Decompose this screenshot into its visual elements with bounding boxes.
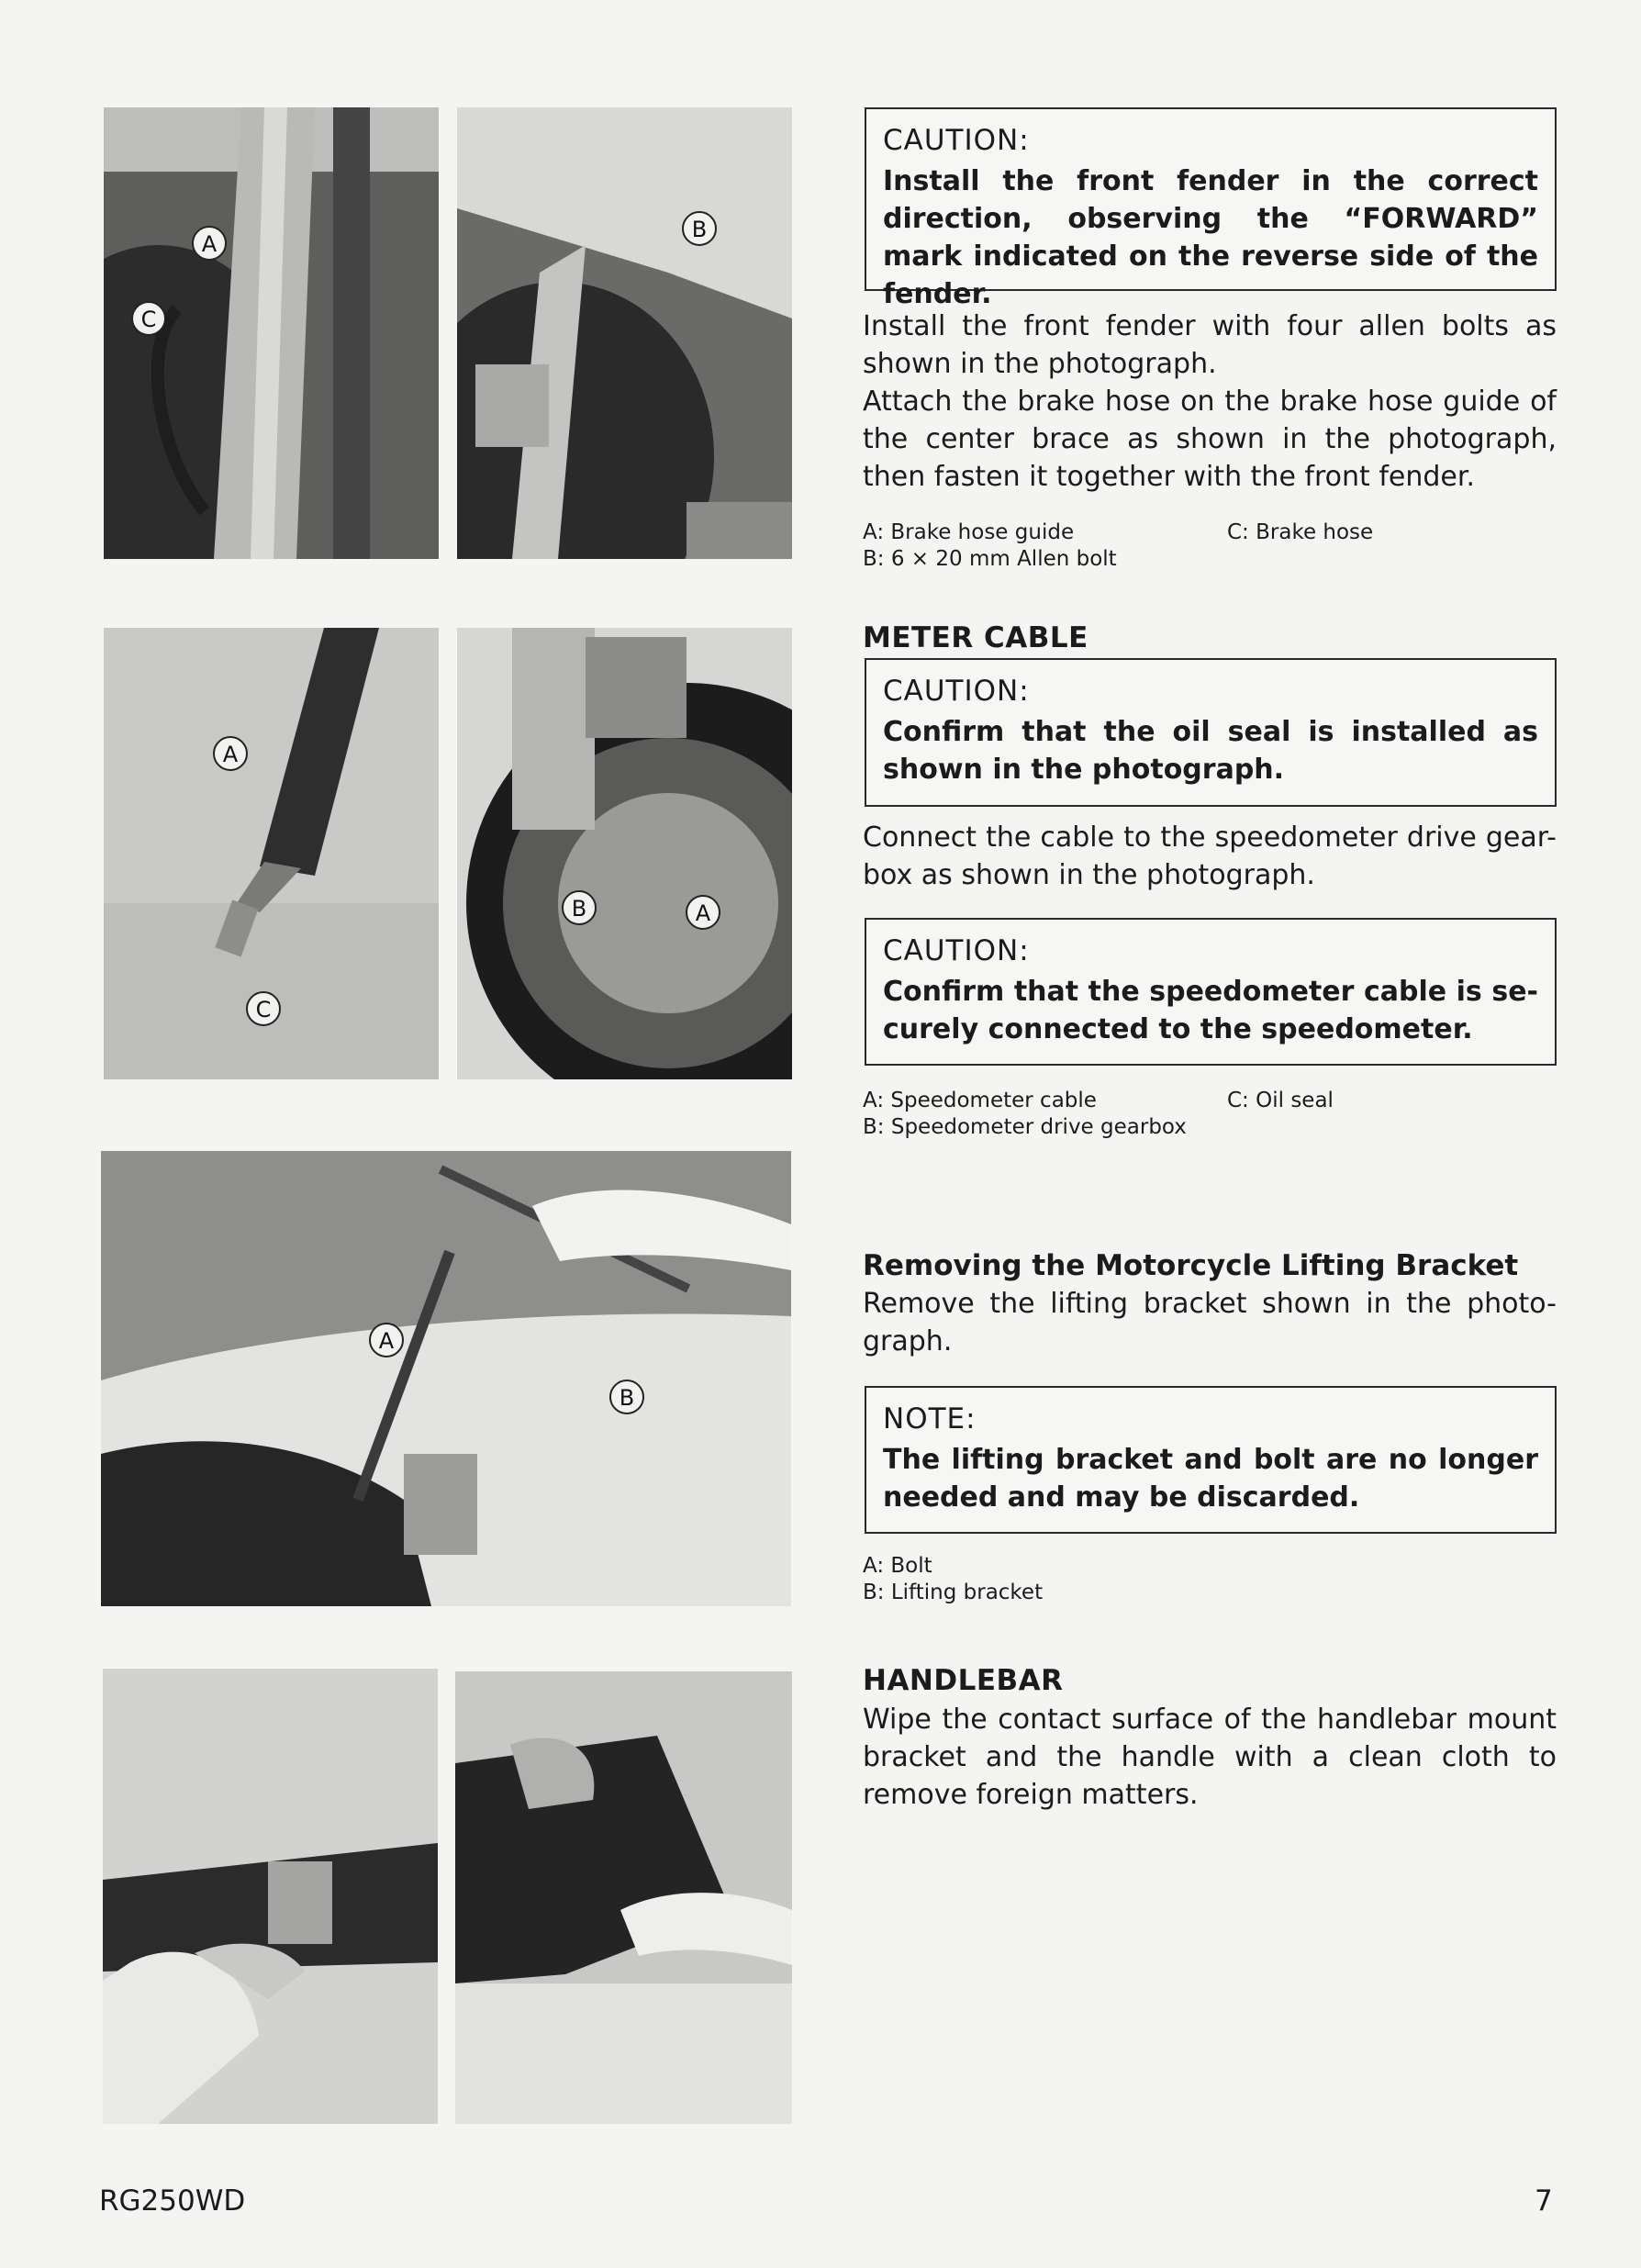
callout-b: B xyxy=(682,211,717,246)
callout-c: C xyxy=(246,991,281,1026)
legend-item-b: B: Speedometer drive gearbox xyxy=(863,1115,1187,1139)
caution-label: CAUTION: xyxy=(883,675,1030,708)
brake-hose-paragraph: Attach the brake hose on the brake hose guide of the center brace as shown in the photograph, then fasten it together with the front fender. xyxy=(863,385,1557,493)
note-box-lifting-bracket xyxy=(865,1386,1557,1534)
caution-box-oil-seal xyxy=(865,658,1557,807)
handlebar-paragraph: Wipe the contact surface of the handlebar mount bracket and the handle with a clean cloth to remove foreign matters. xyxy=(863,1704,1557,1811)
model-code: RG250WD xyxy=(99,2184,246,2218)
lifting-bracket-paragraph: Remove the lifting bracket shown in the photo-graph. xyxy=(863,1288,1557,1357)
note-label: NOTE: xyxy=(883,1402,977,1436)
legend-item-a: A: Brake hose guide xyxy=(863,520,1075,544)
callout-c: C xyxy=(131,301,166,336)
photo-lifting-bracket xyxy=(101,1151,791,1606)
meter-cable-heading: METER CABLE xyxy=(863,621,1088,654)
photo-mount-bracket-wipe xyxy=(455,1671,792,2124)
caution-box-speedometer xyxy=(865,918,1557,1066)
caution-text: Install the front fender in the correct direction, observing the “FORWARD” mark indicated on the reverse side of the fender. xyxy=(883,165,1538,310)
legend-lifting-bracket xyxy=(863,1553,1560,1606)
page-number: 7 xyxy=(1535,2184,1553,2218)
meter-cable-paragraph: Connect the cable to the speedometer drive gear-box as shown in the photograph. xyxy=(863,821,1557,891)
callout-b: B xyxy=(609,1380,644,1414)
legend-item-c: C: Oil seal xyxy=(1227,1089,1334,1112)
callout-a: A xyxy=(369,1323,404,1357)
callout-a: A xyxy=(213,736,248,771)
photo-handlebar-wipe xyxy=(103,1669,438,2124)
photo-fender-allen-bolts xyxy=(457,107,792,559)
handlebar-heading: HANDLEBAR xyxy=(863,1664,1064,1697)
legend-item-a: A: Speedometer cable xyxy=(863,1089,1097,1112)
caution-box-front-fender xyxy=(865,107,1557,310)
callout-a: A xyxy=(686,895,720,930)
legend-item-b: B: 6 × 20 mm Allen bolt xyxy=(863,547,1117,571)
lifting-bracket-heading: Removing the Motorcycle Lifting Bracket xyxy=(863,1249,1519,1282)
callout-a: A xyxy=(192,226,227,261)
legend-item-a: A: Bolt xyxy=(863,1554,932,1578)
callout-b: B xyxy=(562,890,597,925)
photo-speedometer-gearbox xyxy=(457,628,792,1079)
caution-label: CAUTION: xyxy=(883,934,1030,967)
caution-label: CAUTION: xyxy=(883,124,1030,157)
fender-install-paragraph: Install the front fender with four allen bolts as shown in the photograph. xyxy=(863,310,1557,380)
caution-text: Confirm that the oil seal is installed as shown in the photograph. xyxy=(883,716,1538,786)
note-text: The lifting bracket and bolt are no longer needed and may be discarded. xyxy=(883,1444,1538,1514)
legend-item-b: B: Lifting bracket xyxy=(863,1581,1044,1604)
legend-front-fender xyxy=(863,520,1560,573)
legend-item-c: C: Brake hose xyxy=(1227,520,1374,544)
caution-text: Confirm that the speedometer cable is se-curely connected to the speedometer. xyxy=(883,976,1538,1045)
legend-meter-cable xyxy=(863,1088,1560,1141)
